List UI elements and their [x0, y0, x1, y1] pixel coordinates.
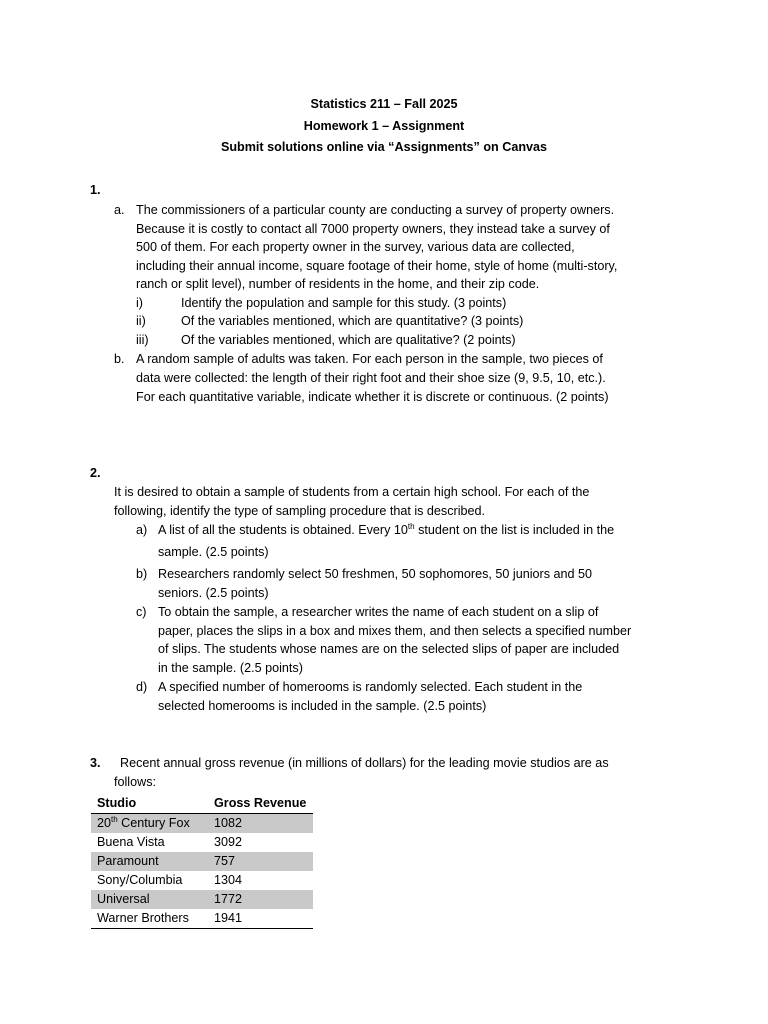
- q1a-line: Because it is costly to contact all 7000 property owners, they instead take a survey of: [136, 221, 610, 236]
- q1b-line: For each quantitative variable, indicate whether it is discrete or continuous. (2 points): [136, 390, 609, 404]
- question-3-number: 3.: [90, 756, 101, 770]
- studio-cell: Paramount: [91, 852, 208, 871]
- studio-revenue-table: [91, 793, 313, 929]
- q1a-i-text: Identify the population and sample for this study. (3 points): [181, 295, 507, 310]
- table-row: [91, 852, 313, 871]
- table-row: [91, 814, 313, 834]
- q1b-line: data were collected: the length of their right foot and their shoe size (9, 9.5, 10, etc.).: [136, 371, 606, 385]
- question-2-number: 2.: [90, 466, 101, 480]
- revenue-cell: 757: [208, 852, 313, 871]
- question-1-number: 1.: [90, 183, 101, 197]
- q1a-ii-label: ii): [136, 314, 146, 328]
- q2c-line: in the sample. (2.5 points): [158, 660, 303, 675]
- q2d-line: selected homerooms is included in the sample. (2.5 points): [158, 699, 487, 713]
- q2a-line: sample. (2.5 points): [158, 545, 269, 559]
- submission-instructions: Submit solutions online via “Assignments” on Canvas: [220, 140, 548, 154]
- q1a-ii-text: Of the variables mentioned, which are quantitative? (3 points): [181, 314, 524, 328]
- assignment-title: Homework 1 – Assignment: [303, 118, 465, 133]
- q2c-line: To obtain the sample, a researcher writes the name of each student on a slip of: [158, 605, 599, 619]
- q2-intro-line: It is desired to obtain a sample of students from a certain high school. For each of the: [114, 485, 590, 499]
- q2-intro-line: following, identify the type of sampling procedure that is described.: [114, 504, 486, 518]
- q3-text-line: Recent annual gross revenue (in millions of dollars) for the leading movie studios are as: [120, 756, 609, 770]
- studio-cell: Buena Vista: [97, 835, 165, 849]
- column-header-studio: Studio: [91, 793, 208, 814]
- studio-cell: Warner Brothers: [91, 909, 208, 929]
- studio-cell: 20th Century Fox: [91, 814, 208, 834]
- q1b-line: A random sample of adults was taken. For each person in the sample, two pieces of: [136, 352, 603, 366]
- revenue-cell: 1941: [208, 909, 313, 929]
- document-header: [0, 94, 768, 159]
- table-row: [91, 890, 313, 909]
- q2d-line: A specified number of homerooms is randomly selected. Each student in the: [158, 680, 583, 694]
- q2b-line: seniors. (2.5 points): [158, 585, 269, 600]
- q1b-label: b.: [114, 352, 125, 366]
- revenue-cell: 3092: [214, 835, 243, 849]
- q1a-line: ranch or split level), number of residents in the home, and their zip code.: [136, 277, 540, 291]
- revenue-cell: 1304: [214, 873, 243, 887]
- q1a-iii-label: iii): [136, 332, 149, 347]
- q1a-iii-text: Of the variables mentioned, which are qualitative? (2 points): [181, 332, 516, 347]
- q2c-line: paper, places the slips in a box and mixes them, and then selects a specified number: [158, 623, 632, 638]
- revenue-cell: 1082: [208, 814, 313, 834]
- column-header-gross-revenue: Gross Revenue: [208, 793, 313, 814]
- q2b-label: b): [136, 567, 148, 581]
- studio-cell: Sony/Columbia: [97, 873, 183, 887]
- q1a-label: a.: [114, 203, 125, 217]
- q1a-line: including their annual income, square footage of their home, style of home (multi-story,: [136, 258, 618, 273]
- q3-text-line: follows:: [114, 775, 156, 789]
- q1a-line: 500 of them. For each property owner in the survey, various data are collected,: [136, 240, 575, 254]
- q2b-line: Researchers randomly select 50 freshmen, 50 sophomores, 50 juniors and 50: [158, 567, 593, 581]
- course-title: Statistics 211 – Fall 2025: [310, 97, 458, 111]
- table-header-row: [91, 793, 313, 814]
- q2c-label: c): [136, 605, 147, 619]
- q1a-line: The commissioners of a particular county are conducting a survey of property owners.: [136, 203, 615, 217]
- table-row: [91, 833, 313, 852]
- q2a-label: a): [136, 523, 148, 537]
- q2c-line: of slips. The students whose names are on the selected slips of paper are included: [158, 642, 620, 656]
- table-row: [91, 909, 313, 929]
- revenue-cell: 1772: [208, 890, 313, 909]
- studio-cell: Universal: [91, 890, 208, 909]
- q2d-label: d): [136, 680, 148, 694]
- q1a-i-label: i): [136, 295, 143, 310]
- table-row: [91, 871, 313, 890]
- q2a-line: A list of all the students is obtained. Every 10th student on the list is included in the: [158, 522, 615, 537]
